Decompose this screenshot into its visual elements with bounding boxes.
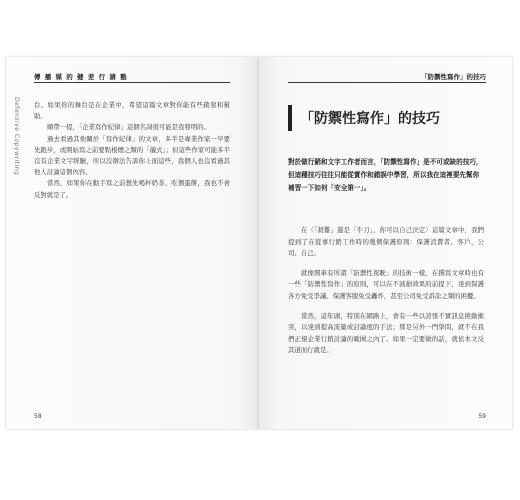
left-paragraph: 過去看過其他關於「寫作紀律」的文章，多半是專業作家一早要先跑步，或開始寫之前要點根煙之類的「儀式」；但這些作家可能多半沒有企業文字經驗，所以沒辦法告訴你上面這些，我個人也沒看過其他人討論這個內容。	[34, 134, 230, 177]
left-paragraph: 順帶一提，「企業寫作紀律」這個名詞很可能是我發明的。	[47, 123, 210, 132]
side-vertical-text: Defensive Copywriting	[13, 97, 20, 176]
right-paragraph: 當然，這年頭，特別在網路上，會有一些以誇張不實訊息挑動衝突，以達到提高流量或討論度的手法；那是另外一門學問，就不在我們正規企業行銷討論的範圍之內了。如果一定要做的話，就依本文反其道而行就是。	[288, 311, 484, 355]
right-page-number: 59	[478, 413, 486, 420]
chapter-title-block	[288, 105, 440, 131]
left-running-head: 傳 播 媒 的 健 差 行 請 塾	[34, 73, 128, 81]
chapter-intro	[288, 156, 484, 195]
right-body-text	[288, 225, 484, 365]
left-paragraph: 台。如果你的舞台是在企業中，希望這篇文章對你能有些啟發和幫助。	[34, 101, 230, 121]
left-header-rule	[34, 82, 230, 83]
book-spread	[6, 57, 512, 429]
title-accent-bar	[288, 105, 292, 131]
right-paragraph: 就像開車有所謂「防禦性駕駛」的技術一樣，在撰寫文章時也有一些「防禦性寫作」的原則，可以在不減損效果的前提下，達到保護各方免受爭議、保護客服免受轟炸，甚至公司免受訴訟之類的困擾。	[288, 268, 484, 300]
intro-text: 對於做行銷和文字工作者而言，「防禦性寫作」是不可或缺的技巧，但這種技巧往往只能從實作和錯誤中學習，所以我在這裡要先幫你補習一下如何「安全第一」。	[288, 158, 483, 192]
book-gutter	[257, 57, 259, 429]
right-header-rule	[288, 82, 486, 83]
left-page-number: 58	[34, 413, 42, 420]
right-page	[258, 57, 512, 429]
left-paragraph: 當然，如果你在動手寫之前想先喝杯奶茶、吃個蛋餅，我也不會反對就是了。	[34, 179, 230, 199]
left-page	[6, 57, 258, 429]
left-body-text	[34, 100, 230, 201]
right-running-head: 「防禦性寫作」的技巧	[421, 73, 486, 81]
right-paragraph: 在〈「殺雞」還是「牛刀」，你可以自己決定〉這篇文章中，我們提到了在從事行銷工作時的幾個保護原則：保護消費者、客戶、公司、自己。	[288, 226, 484, 258]
chapter-title: 「防禦性寫作」的技巧	[300, 111, 440, 127]
